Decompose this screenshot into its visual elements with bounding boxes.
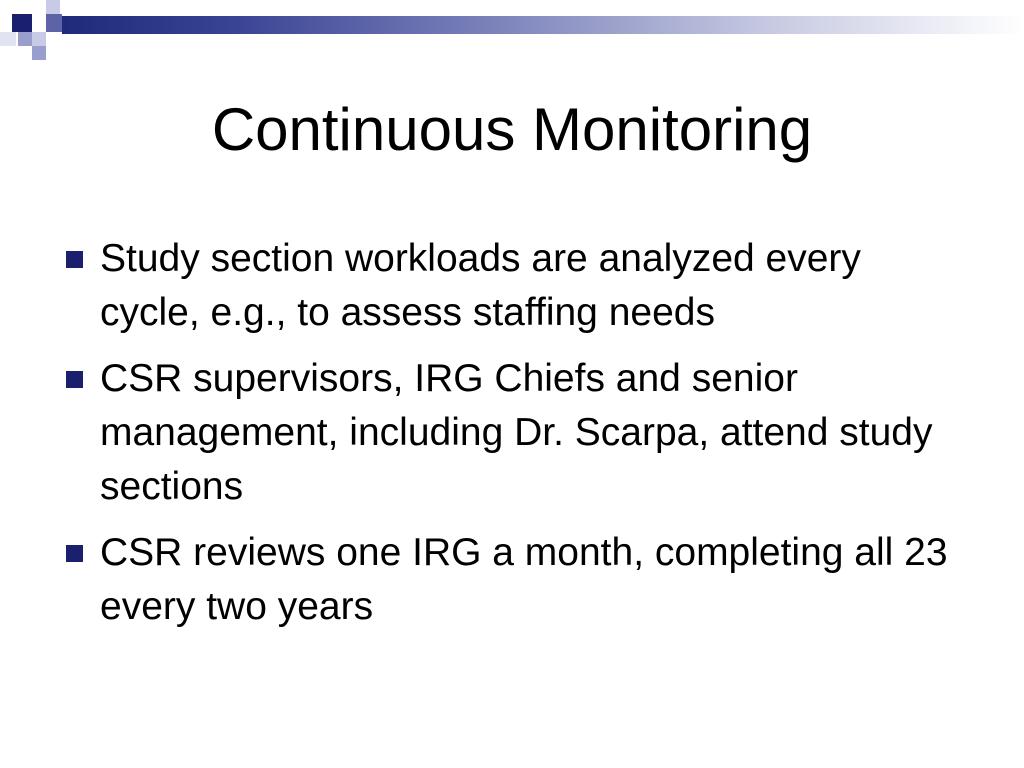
bullet-text: CSR reviews one IRG a month, completing all 23 every two years <box>100 531 948 628</box>
bullet-text: CSR supervisors, IRG Chiefs and senior management, including Dr. Scarpa, attend study sections <box>100 357 933 508</box>
header-decoration <box>0 0 1024 62</box>
square-bullet-icon <box>66 371 83 388</box>
bullet-text: Study section workloads are analyzed every cycle, e.g., to assess staffing needs <box>100 237 861 334</box>
header-square <box>46 14 62 32</box>
bullet-list <box>62 232 962 646</box>
bullet-item <box>62 232 962 340</box>
square-bullet-icon <box>66 545 83 562</box>
header-square <box>46 0 60 14</box>
bullet-item <box>62 352 962 514</box>
slide-title: Continuous Monitoring <box>211 96 813 163</box>
header-square <box>0 32 16 46</box>
square-bullet-icon <box>66 251 83 268</box>
header-square <box>12 14 32 32</box>
header-gradient-bar <box>62 16 1024 34</box>
header-square <box>32 32 46 46</box>
header-square <box>0 0 16 14</box>
header-square <box>32 14 46 32</box>
header-square <box>18 32 32 46</box>
header-square <box>32 46 46 60</box>
bullet-item <box>62 526 962 634</box>
